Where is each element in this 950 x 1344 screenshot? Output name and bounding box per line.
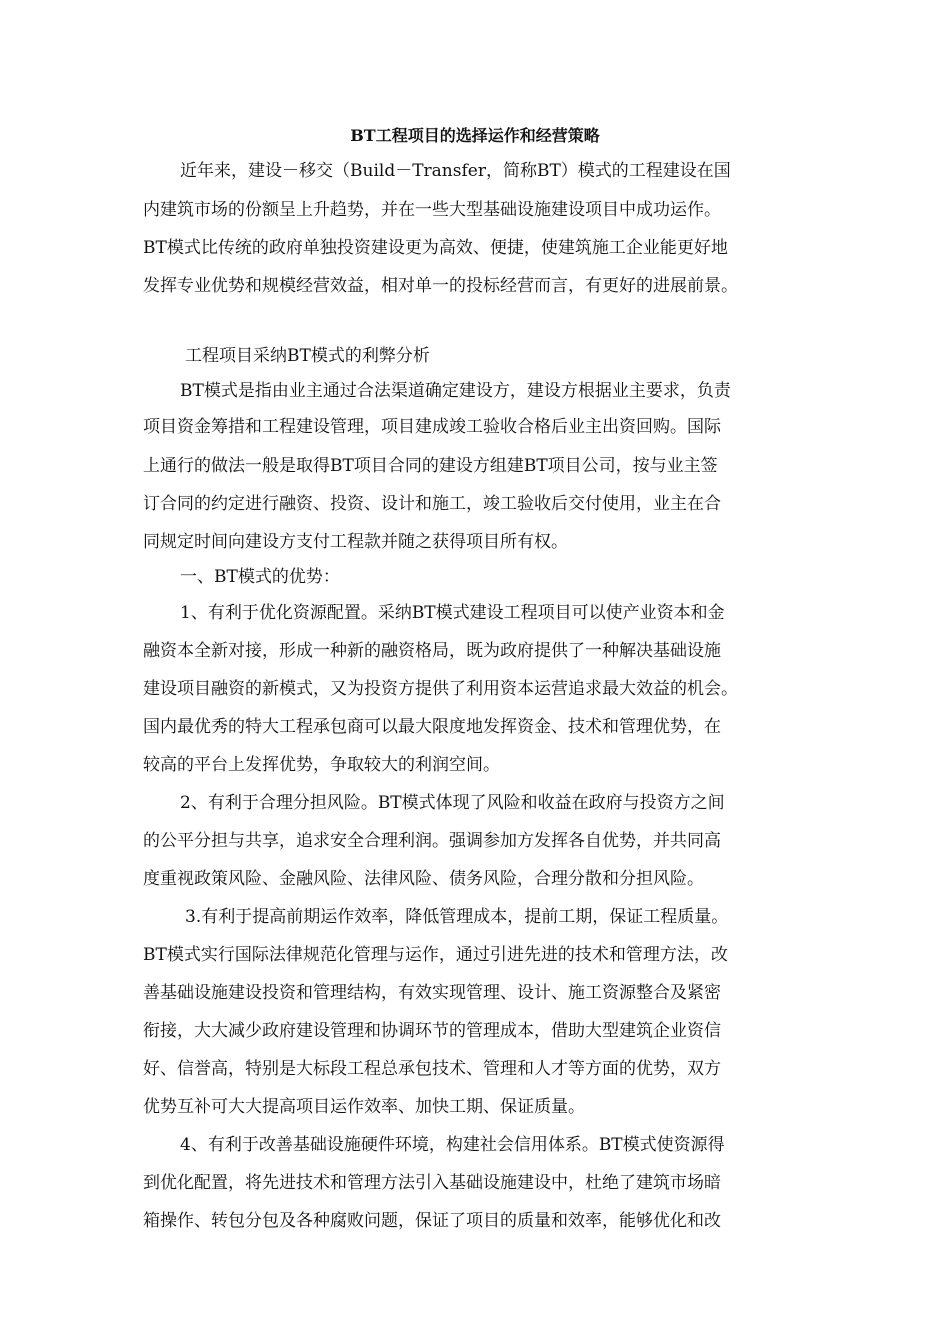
section-heading: 一、BT模式的优势： <box>180 567 340 587</box>
section-heading: 工程项目采纳BT模式的利弊分析 <box>185 346 430 366</box>
text-line: 发挥专业优势和规模经营效益，相对单一的投标经营而言，有更好的进展前景。 <box>143 276 738 296</box>
text-line: 同规定时间向建设方支付工程款并随之获得项目所有权。 <box>143 532 568 552</box>
text-line: 建设项目融资的新模式，又为投资方提供了利用资本运营追求最大效益的机会。 <box>143 679 738 699</box>
text-line: 1、有利于优化资源配置。采纳BT模式建设工程项目可以使产业资本和金 <box>180 603 725 623</box>
text-line: 善基础设施建设投资和管理结构，有效实现管理、设计、施工资源整合及紧密 <box>143 983 721 1003</box>
text-line: 融资本全新对接，形成一种新的融资格局，既为政府提供了一种解决基础设施 <box>143 641 721 661</box>
text-line: BT模式是指由业主通过合法渠道确定建设方，建设方根据业主要求，负责 <box>180 381 731 401</box>
text-line: BT模式比传统的政府单独投资建设更为高效、便捷，使建筑施工企业能更好地 <box>143 238 728 258</box>
text-line: 箱操作、转包分包及各种腐败问题，保证了项目的质量和效率，能够优化和改 <box>143 1211 721 1231</box>
document-title: BT工程项目的选择运作和经营策略 <box>350 126 600 145</box>
text-line: BT模式实行国际法律规范化管理与运作，通过引进先进的技术和管理方法，改 <box>143 945 728 965</box>
text-line: 4、有利于改善基础设施硬件环境，构建社会信用体系。BT模式使资源得 <box>180 1135 725 1155</box>
text-line: 较高的平台上发挥优势，争取较大的利润空间。 <box>143 755 500 775</box>
text-line: 上通行的做法一般是取得BT项目合同的建设方组建BT项目公司，按与业主签 <box>143 456 718 476</box>
text-line: 近年来，建设－移交（Build－Transfer，简称BT）模式的工程建设在国 <box>180 161 731 181</box>
text-line: 优势互补可大大提高项目运作效率、加快工期、保证质量。 <box>143 1097 585 1117</box>
text-line: 项目资金筹措和工程建设管理，项目建成竣工验收合格后业主出资回购。国际 <box>143 417 721 437</box>
text-line: 2、有利于合理分担风险。BT模式体现了风险和收益在政府与投资方之间 <box>180 793 725 813</box>
text-line: 好、信誉高，特别是大标段工程总承包技术、管理和人才等方面的优势，双方 <box>143 1059 721 1079</box>
text-line: 3.有利于提高前期运作效率，降低管理成本，提前工期，保证工程质量。 <box>185 907 729 927</box>
text-line: 国内最优秀的特大工程承包商可以最大限度地发挥资金、技术和管理优势，在 <box>143 717 721 737</box>
text-line: 度重视政策风险、金融风险、法律风险、债务风险，合理分散和分担风险。 <box>143 869 704 889</box>
text-line: 的公平分担与共享，追求安全合理利润。强调参加方发挥各自优势，并共同高 <box>143 831 721 851</box>
text-line: 到优化配置，将先进技术和管理方法引入基础设施建设中，杜绝了建筑市场暗 <box>143 1173 721 1193</box>
text-line: 衔接，大大减少政府建设管理和协调环节的管理成本，借助大型建筑企业资信 <box>143 1021 721 1041</box>
text-line: 订合同的约定进行融资、投资、设计和施工，竣工验收后交付使用，业主在合 <box>143 494 721 514</box>
text-line: 内建筑市场的份额呈上升趋势，并在一些大型基础设施建设项目中成功运作。 <box>143 200 721 220</box>
